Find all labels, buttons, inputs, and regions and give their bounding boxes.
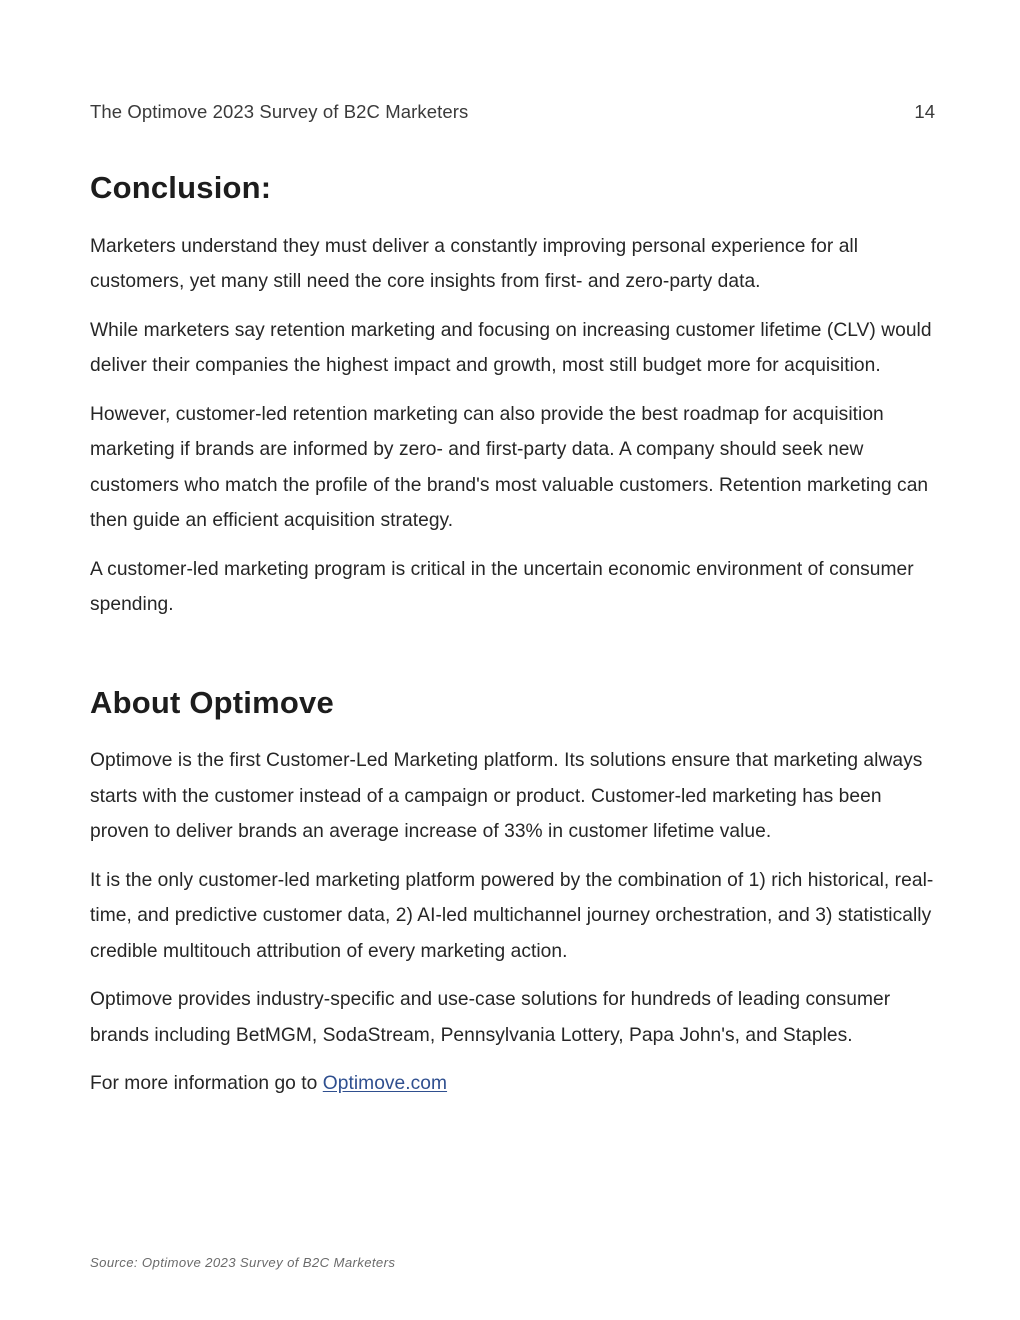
heading-conclusion: Conclusion:: [90, 170, 272, 205]
spacer: [90, 720, 938, 743]
spacer: [90, 969, 938, 982]
about-paragraph-1: Optimove is the first Customer-Led Marketing platform. Its solutions ensure that marketing always starts with the customer instead of a campaign or product. Customer-led marketing has been proven to deliver brands an average increase of 33% in customer lifetime value.: [90, 750, 923, 843]
spacer: [90, 300, 938, 313]
spacer: [90, 623, 938, 685]
page-number: 14: [914, 101, 935, 122]
conclusion-paragraph-2: While marketers say retention marketing and focusing on increasing customer lifetime (CLV) would deliver their companies the highest impact and growth, most still budget more for acquisition.: [90, 319, 932, 377]
spacer: [90, 850, 938, 863]
spacer: [90, 206, 938, 229]
spacer: [90, 1053, 938, 1066]
source-note: Source: Optimove 2023 Survey of B2C Marketers: [90, 1255, 396, 1270]
about-paragraph-3: Optimove provides industry-specific and use-case solutions for hundreds of leading consumer brands including BetMGM, SodaStream, Pennsylvania Lottery, Papa John's, and Staples.: [90, 989, 891, 1046]
spacer: [90, 384, 938, 397]
conclusion-paragraph-1: Marketers understand they must deliver a constantly improving personal experience for all customers, yet many still need the core insights from first- and zero-party data.: [90, 235, 859, 293]
conclusion-paragraph-3: However, customer-led retention marketing can also provide the best roadmap for acquisition marketing if brands are informed by zero- and first-party data. A company should seek new customers who match the profile of the brand's most valuable customers. Retention marketing can then guide an efficient acquisition strategy.: [90, 403, 929, 532]
optimove-website-link[interactable]: Optimove.com: [322, 1073, 448, 1095]
about-paragraph-2: It is the only customer-led marketing platform powered by the combination of 1) rich historical, real-time, and predictive customer data, 2) AI-led multichannel journey orchestration, and 3) statistically credible multitouch attribution of every marketing action.: [90, 869, 934, 962]
running-header: [90, 101, 935, 123]
document-title: The Optimove 2023 Survey of B2C Marketers: [90, 101, 469, 122]
spacer: [90, 539, 938, 552]
document-body: [90, 170, 938, 1102]
heading-about-optimove: About Optimove: [90, 684, 334, 720]
cta-prefix-text: For more information go to: [90, 1073, 323, 1095]
cta-line: [90, 1066, 938, 1102]
conclusion-paragraph-4: A customer-led marketing program is critical in the uncertain economic environment of consumer spending.: [90, 558, 914, 616]
